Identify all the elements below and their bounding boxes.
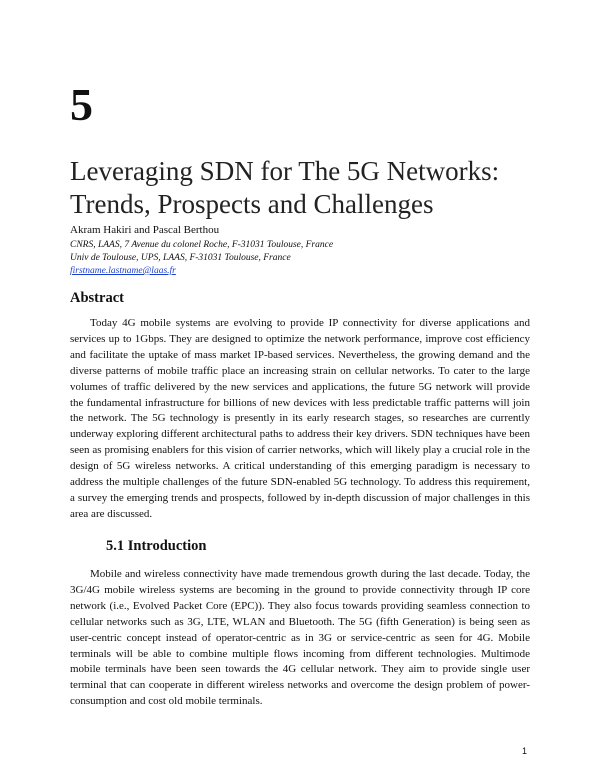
author-email-link[interactable]: firstname.lastname@laas.fr (70, 266, 176, 276)
chapter-number: 5 (70, 79, 93, 130)
affiliation-2: Univ de Toulouse, UPS, LAAS, F-31031 Toulouse, France (70, 253, 291, 263)
introduction-paragraph: Mobile and wireless connectivity have made tremendous growth during the last decade. Today, the 3G/4G mobile wireless systems are becoming in the ground to provide connectivity through IP core network (i.e., Evolved Packet Core (EPC)). They also focus towards providing seamless connection to cellular networks such as 3G, LTE, WLAN and Bluetooth. The 5G (fifth Generation) is being seen as user-centric concept instead of operator-centric as in 3G or service-centric as seen for 4G. Mobile terminals will be able to combine multiple flows incoming from different technologies. Multimode mobile terminals have been seen towards the 4G cellular network. They aim to provide single user terminal that can cooperate in different wireless networks and overcome the design problem of power-consumption and cost old mobile terminals. (70, 568, 530, 708)
introduction-heading: 5.1 Introduction (106, 538, 207, 554)
abstract-heading: Abstract (70, 290, 124, 306)
abstract-paragraph: Today 4G mobile systems are evolving to provide IP connectivity for diverse applications and services up to 1Gbps. They are designed to optimize the network performance, improve cost efficiency and facilitate the uptake of mass market IP-based services. Nevertheless, the growing demand and the diverse patterns of mobile traffic place an increasing strain on cellular networks. To cater to the large volumes of traffic delivered by the new services and applications, the future 5G network will provide the fundamental infrastructure for billions of new devices with less predictable traffic patterns will join the network. The 5G technology is presently in its early research stages, so researches are currently underway exploring different architectural paths to address their key drivers. SDN techniques have been seen as promising enablers for this vision of carrier networks, which will likely play a crucial role in the design of 5G wireless networks. A critical understanding of this emerging paradigm is necessary to address the multiple challenges of the future SDN-enabled 5G technology. To address this requirement, a survey the emerging trends and prospects, followed by in-depth discussion of major challenges in this area are discussed. (70, 317, 530, 520)
page-number: 1 (522, 746, 528, 756)
chapter-title-line-1: Leveraging SDN for The 5G Networks: (70, 156, 500, 186)
chapter-title-line-2: Trends, Prospects and Challenges (70, 189, 434, 219)
affiliation-1: CNRS, LAAS, 7 Avenue du colonel Roche, F-31031 Toulouse, France (70, 240, 334, 250)
author-names: Akram Hakiri and Pascal Berthou (70, 224, 220, 236)
chapter-title (70, 155, 550, 221)
